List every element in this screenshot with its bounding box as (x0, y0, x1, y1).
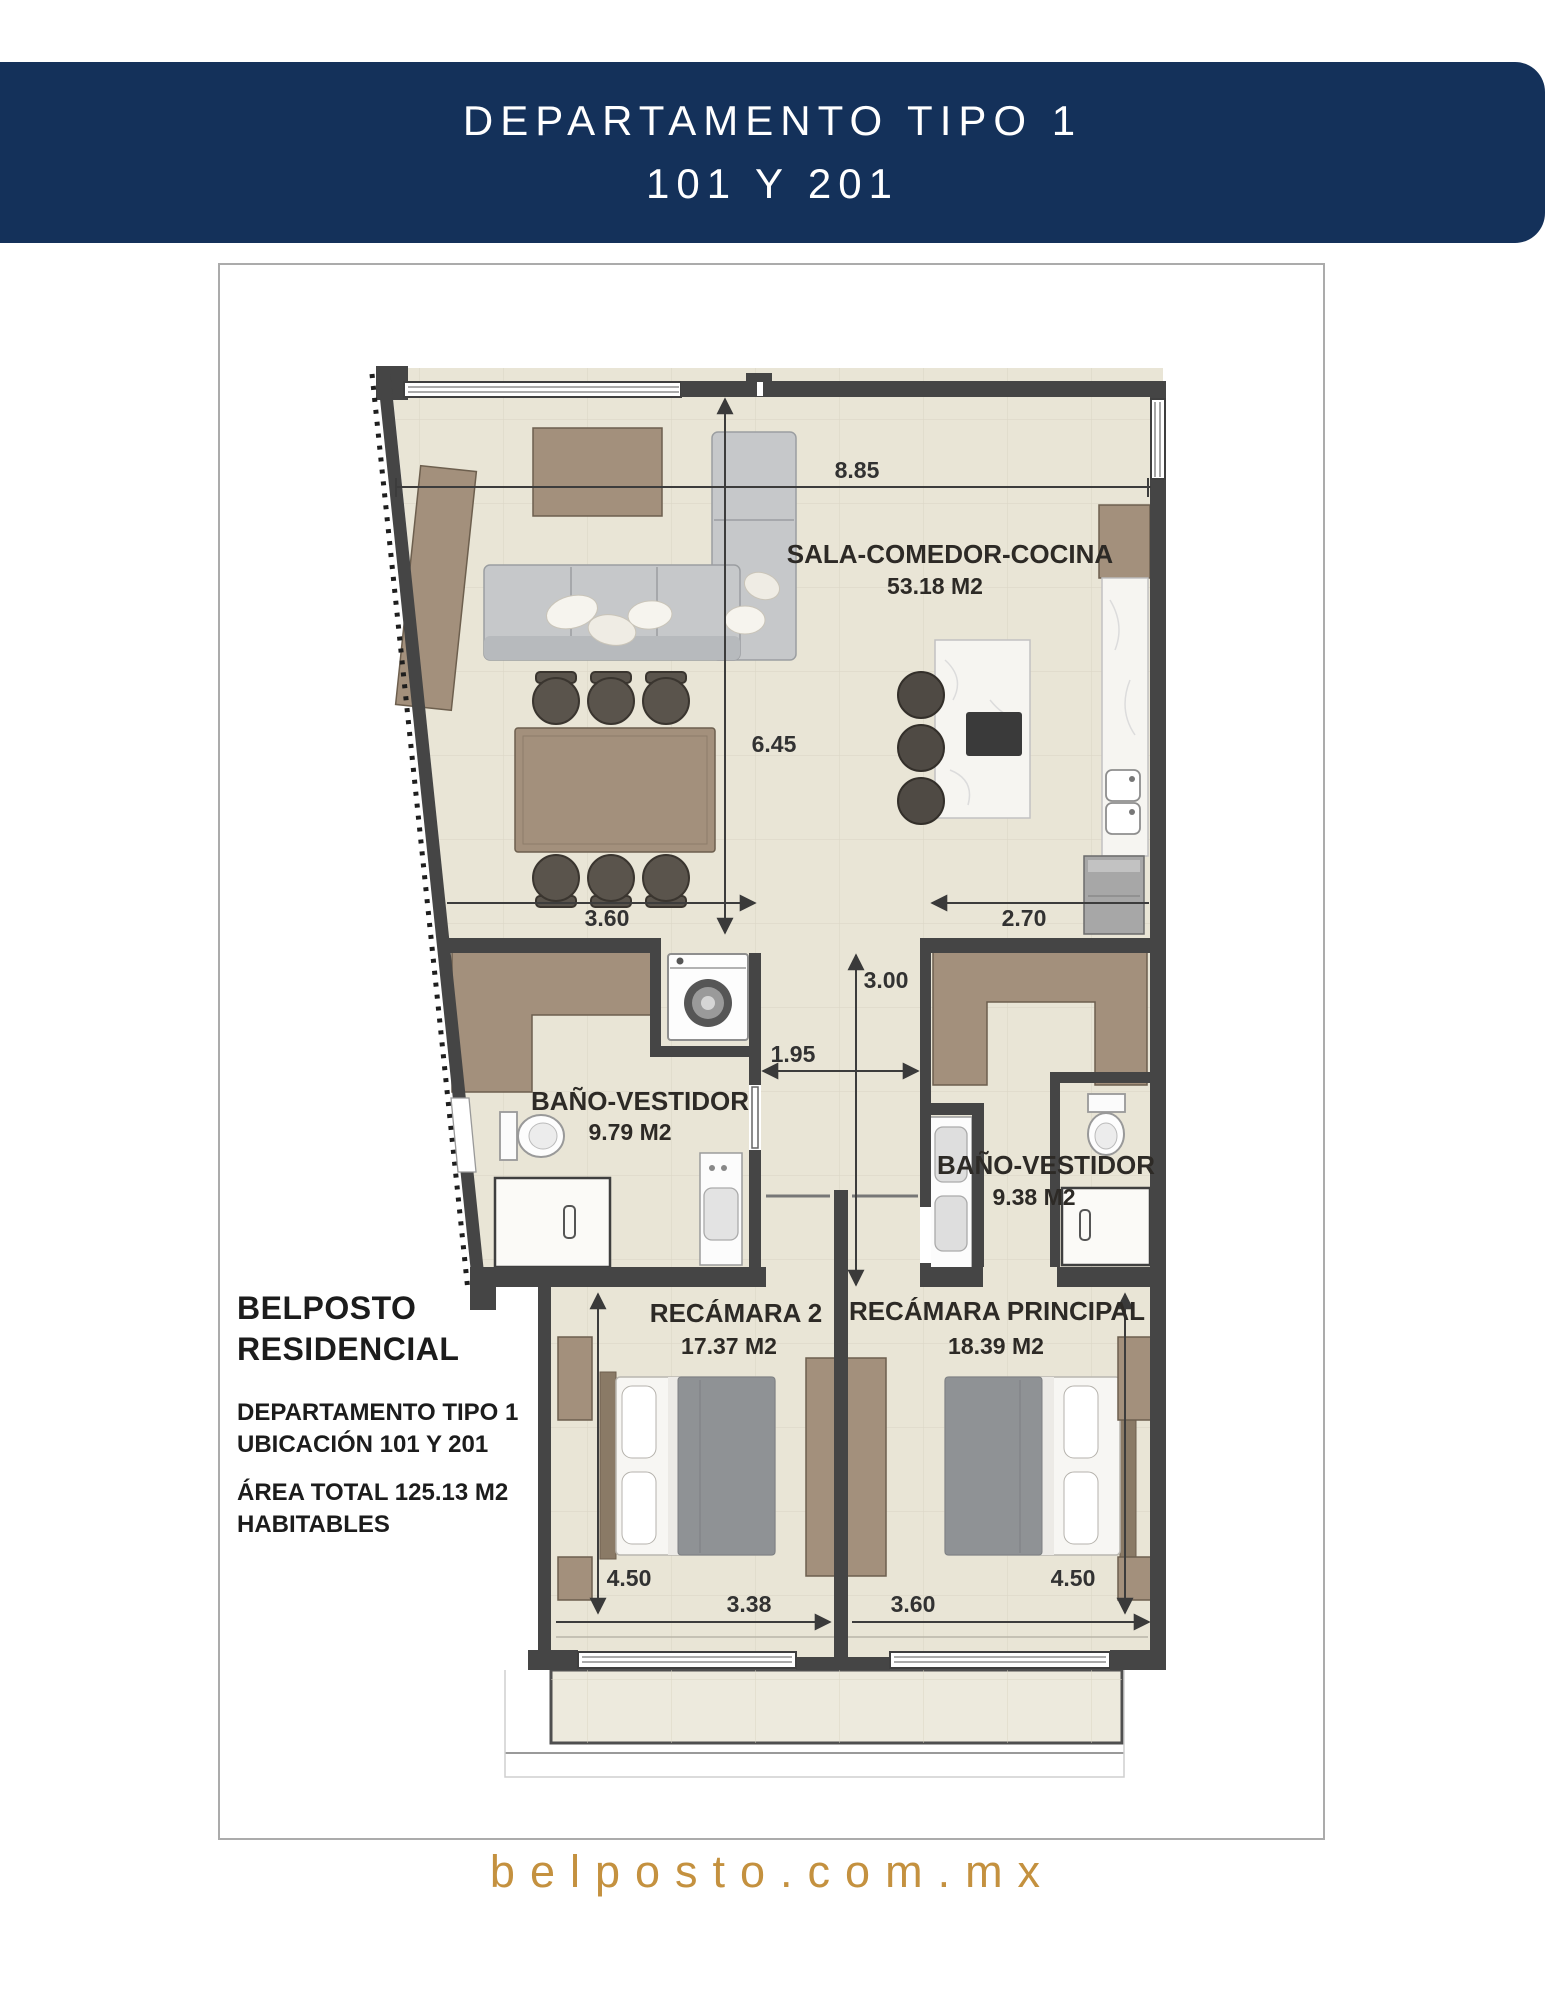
window-top (404, 382, 681, 397)
room-area-sala: 53.18 M2 (887, 573, 983, 599)
room-area-bano-2: 9.38 M2 (992, 1184, 1076, 1210)
dim-bed2-depth: 4.50 (606, 1565, 652, 1591)
refrigerator (1084, 856, 1144, 934)
dim-living-height: 6.45 (751, 731, 797, 757)
unit-description (237, 1397, 518, 1461)
washer (668, 954, 748, 1040)
unit-line-2: UBICACIÓN 101 Y 201 (237, 1431, 489, 1458)
vanity-bath-1 (700, 1153, 742, 1265)
brand-line-1: BELPOSTO (237, 1290, 417, 1326)
banner-subtitle: 101 Y 201 (646, 160, 899, 207)
kitchen-island (935, 640, 1030, 818)
room-label-sala: SALA-COMEDOR-COCINA (786, 539, 1114, 569)
dim-bed2-width: 3.38 (726, 1591, 772, 1617)
console-table (533, 428, 662, 516)
bed-recamara-2 (600, 1372, 775, 1559)
dim-master-width: 3.60 (890, 1591, 936, 1617)
dim-kitchen-width: 2.70 (1001, 905, 1047, 931)
window-bedroom-2 (578, 1652, 796, 1668)
dim-hall-width: 1.95 (770, 1041, 816, 1067)
dim-dining-width: 3.60 (584, 905, 630, 931)
dim-top-width: 8.85 (834, 457, 880, 483)
shower-bath-1 (495, 1178, 610, 1267)
area-description (237, 1477, 518, 1541)
dim-master-depth: 4.50 (1050, 1565, 1096, 1591)
info-panel (237, 1288, 518, 1541)
dining-set (515, 672, 715, 907)
brand-name (237, 1288, 518, 1370)
room-label-recamara-2: RECÁMARA 2 (649, 1298, 823, 1328)
room-area-principal: 18.39 M2 (948, 1333, 1044, 1359)
bed-principal (945, 1372, 1136, 1559)
room-label-principal: RECÁMARA PRINCIPAL (848, 1296, 1146, 1326)
toilet-bath-2 (1088, 1094, 1125, 1155)
website-text: belposto.com.mx (489, 1846, 1056, 1897)
window-bedroom-principal (890, 1652, 1110, 1668)
toilet-bath-1 (500, 1112, 564, 1160)
unit-line-1: DEPARTAMENTO TIPO 1 (237, 1399, 519, 1426)
area-line-1: ÁREA TOTAL 125.13 M2 (237, 1479, 509, 1506)
room-area-bano-1: 9.79 M2 (588, 1119, 672, 1145)
dim-hall-height: 3.00 (863, 967, 909, 993)
window-right (1151, 399, 1165, 479)
room-label-bano-1: BAÑO-VESTIDOR (530, 1086, 750, 1116)
room-area-recamara-2: 17.37 M2 (681, 1333, 777, 1359)
bar-stools (898, 672, 944, 824)
brand-line-2: RESIDENCIAL (237, 1331, 460, 1367)
banner-title: DEPARTAMENTO TIPO 1 (462, 97, 1083, 144)
footer (0, 1846, 1545, 1898)
vanity-bath-2 (930, 1117, 972, 1280)
room-label-bano-2: BAÑO-VESTIDOR (936, 1150, 1156, 1180)
area-line-2: HABITABLES (237, 1511, 390, 1538)
